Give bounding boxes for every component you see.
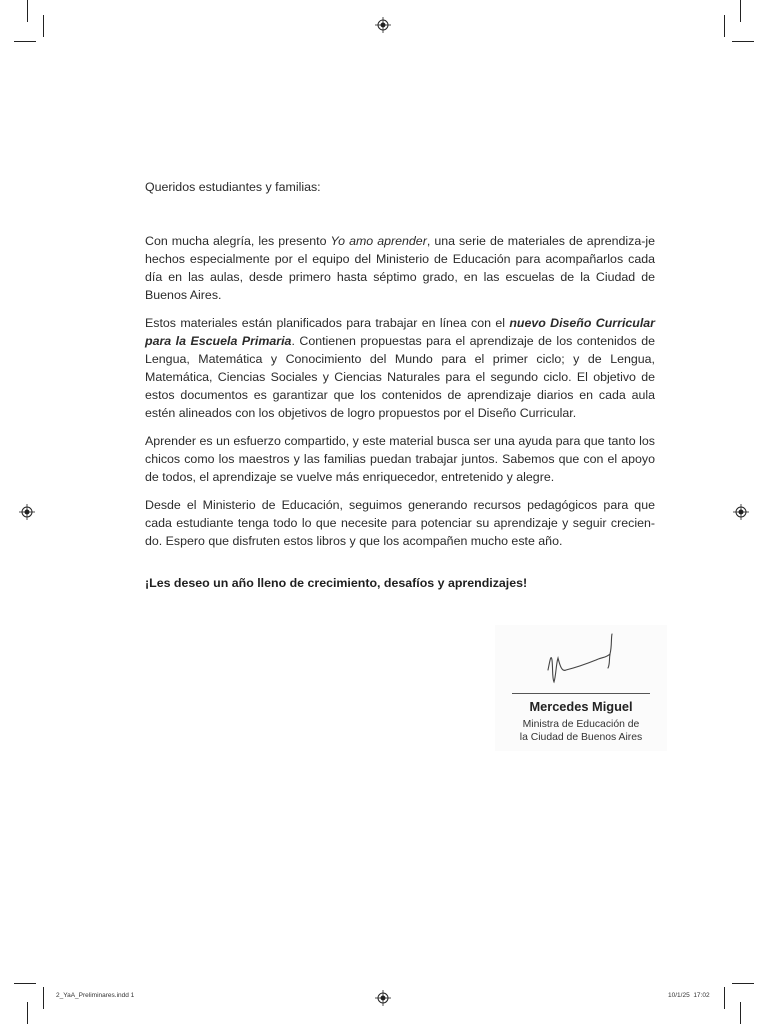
signer-name: Mercedes Miguel: [529, 699, 633, 714]
text-span: . Contienen propuestas para el aprendizaje de los contenidos de Lengua, Matemática y Conocimiento del Mundo para el primer ciclo; y de Lengua, Matemática, Ciencias Sociales y Ciencias Naturales para el segundo ciclo. El objetivo de estos documentos es garantizar que los contenidos de aprendizaje diarios en cada aula estén alineados con los objetivos de logro propuestos por el Diseño Curricular.: [145, 334, 655, 420]
crop-mark: [43, 15, 44, 37]
crop-mark: [732, 983, 754, 984]
registration-mark-icon: [19, 504, 35, 520]
crop-mark: [732, 41, 754, 42]
crop-mark: [740, 1002, 741, 1024]
role-line: Ministra de Educación de: [522, 719, 640, 730]
role-line: la Ciudad de Buenos Aires: [519, 732, 643, 743]
crop-mark: [43, 987, 44, 1009]
crop-mark: [740, 0, 741, 22]
crop-mark: [27, 1002, 28, 1024]
paragraph-2: [145, 314, 655, 422]
footer-timestamp: [668, 992, 710, 999]
text-span: Con mucha alegría, les presento: [145, 234, 331, 248]
crop-mark: [27, 0, 28, 22]
registration-mark-icon: [375, 17, 391, 33]
letter-body: [145, 178, 655, 602]
crop-mark: [724, 987, 725, 1009]
signer-role: [495, 718, 667, 744]
crop-mark: [724, 15, 725, 37]
signature-line: [512, 693, 650, 694]
paragraph-3: Aprender es un esfuerzo compartido, y este material busca ser una ayuda para que tanto los chicos como los maestros y las familias puedan trabajar juntos. Sabemos que con el apoyo de todos, el aprendizaje se vuelve más enriquecedor, entretenido y alegre.: [145, 434, 655, 484]
crop-mark: [14, 41, 36, 42]
registration-mark-icon: [733, 504, 749, 520]
signature-block: [495, 625, 667, 751]
crop-mark: [14, 983, 36, 984]
greeting: Queridos estudiantes y familias:: [145, 180, 321, 194]
footer-filename: 2_YaA_Preliminares.indd 1: [56, 992, 135, 999]
paragraph-4: Desde el Ministerio de Educación, seguimos generando recursos pedagógicos para que cada estudiante tenga todo lo que necesite para potenciar su aprendizaje y seguir crecien-do. Espero que disfruten estos libros y que los acompañen mucho este año.: [145, 498, 655, 548]
paragraph-1: [145, 232, 655, 304]
series-title: Yo amo aprender: [330, 234, 427, 248]
footer-date: 10/1/25: [668, 992, 690, 999]
handwritten-signature: [540, 630, 630, 692]
curriculum-title: nuevo Diseño Curricular para la Escuela Primaria: [145, 316, 655, 348]
footer-time: 17:02: [693, 992, 710, 999]
closing-line: ¡Les deseo un año lleno de crecimiento, desafíos y aprendizajes!: [145, 576, 528, 590]
text-span: , una serie de materiales de aprendiza-je hechos especialmente por el equipo del Ministerio de Educación para acompañarlos cada día en las aulas, desde primero hasta séptimo grado, en las escuelas de la Ciudad de Buenos Aires.: [145, 234, 655, 302]
text-span: Estos materiales están planificados para trabajar en línea con el: [145, 316, 510, 330]
registration-mark-icon: [375, 990, 391, 1006]
